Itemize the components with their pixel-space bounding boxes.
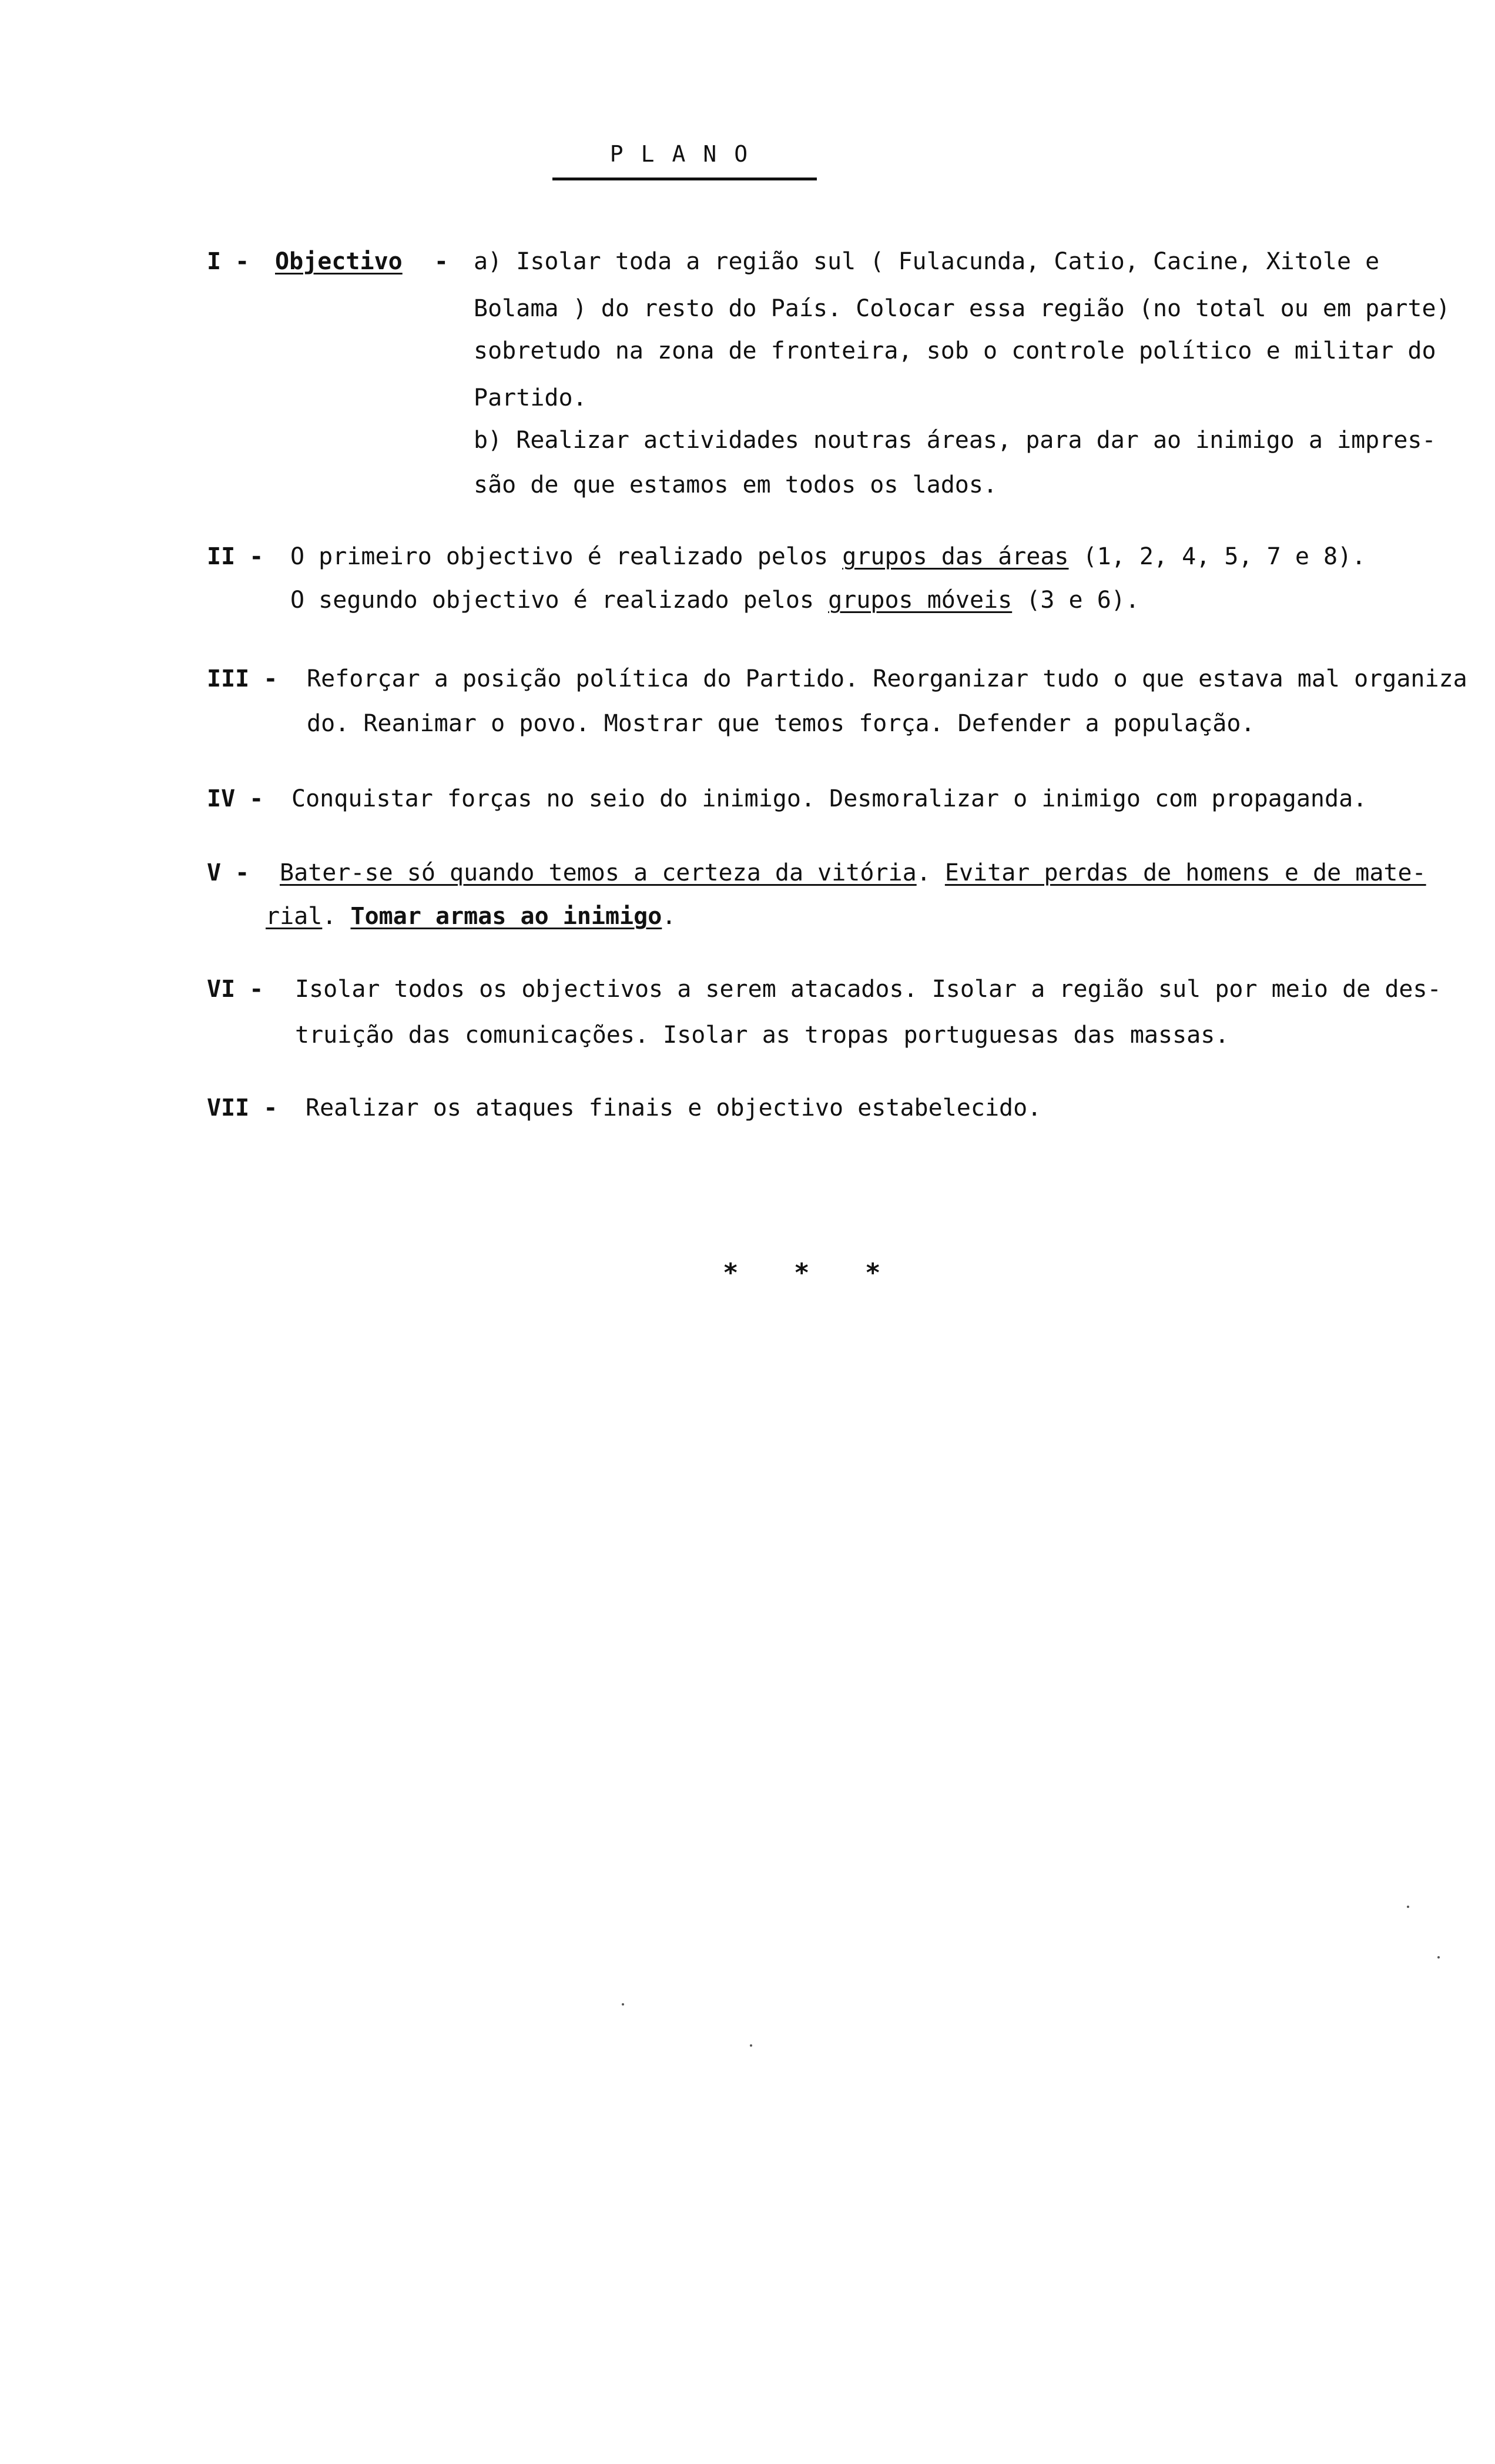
scan-speck xyxy=(750,2044,752,2047)
section-1a-line-3: sobretudo na zona de fronteira, sob o controle político e militar do xyxy=(474,337,1436,364)
section-2-line-2-text: O segundo objectivo é realizado pelos xyxy=(290,587,829,614)
scan-speck xyxy=(622,2003,624,2006)
section-5-line-2-underlined-b: Tomar armas ao inimigo xyxy=(350,903,662,930)
section-2-line-1-underlined: grupos das áreas xyxy=(842,543,1069,570)
section-7-line-1: Realizar os ataques finais e objectivo estabelecido. xyxy=(306,1094,1042,1121)
section-2-line-1-end: (1, 2, 4, 5, 7 e 8). xyxy=(1068,543,1366,570)
section-5-line-2 xyxy=(266,902,676,931)
section-1-label-text: Objectivo xyxy=(275,248,403,275)
section-6-number: VI - xyxy=(207,976,264,1003)
scan-speck xyxy=(1407,1906,1409,1908)
section-5-line-1-sep: . xyxy=(916,859,945,886)
section-5-line-2-underlined-a: rial xyxy=(266,903,323,930)
section-3-line-1: Reforçar a posição política do Partido. Reorganizar tudo o que estava mal organiza xyxy=(307,665,1467,692)
section-5-line-1-underlined-b: Evitar perdas de homens e de mate- xyxy=(944,859,1426,886)
page-title: PLANO xyxy=(609,141,766,167)
section-2-line-2 xyxy=(290,585,1139,615)
section-4-number: IV - xyxy=(207,785,264,812)
section-1b-line-2: são de que estamos em todos os lados. xyxy=(474,471,998,498)
section-3-number: III - xyxy=(207,665,278,692)
section-5-line-1 xyxy=(280,858,1426,888)
section-7-number: VII - xyxy=(207,1094,278,1121)
section-2-line-1-text: O primeiro objectivo é realizado pelos xyxy=(290,543,843,570)
section-2-line-1 xyxy=(290,542,1366,571)
end-mark: * * * xyxy=(723,1258,901,1288)
section-5-number: V - xyxy=(207,859,250,886)
section-2-number: II - xyxy=(207,543,264,570)
section-1a-line-4: Partido. xyxy=(474,384,587,411)
section-5-line-2-end: . xyxy=(662,903,676,930)
section-2-line-2-underlined: grupos móveis xyxy=(828,587,1013,614)
section-1-dash: - xyxy=(434,248,448,275)
section-1b-line-1: b) Realizar actividades noutras áreas, para dar ao inimigo a impres- xyxy=(474,427,1436,454)
title-underline xyxy=(552,178,817,180)
section-6-line-2: truição das comunicações. Isolar as tropas portuguesas das massas. xyxy=(295,1022,1229,1049)
scan-speck xyxy=(1437,1956,1440,1959)
section-1a-line-1: a) Isolar toda a região sul ( Fulacunda, Catio, Cacine, Xitole e xyxy=(474,248,1380,275)
section-5-line-1-underlined-a: Bater-se só quando temos a certeza da vitória xyxy=(280,859,917,886)
section-1-number: I - xyxy=(207,248,250,275)
section-5-line-2-sep: . xyxy=(322,903,351,930)
section-1a-line-2: Bolama ) do resto do País. Colocar essa região (no total ou em parte) xyxy=(474,295,1450,322)
section-6-line-1: Isolar todos os objectivos a serem atacados. Isolar a região sul por meio de des- xyxy=(295,976,1442,1003)
section-4-line-1: Conquistar forças no seio do inimigo. Desmoralizar o inimigo com propaganda. xyxy=(291,785,1367,812)
section-1-label xyxy=(275,247,448,276)
section-3-line-2: do. Reanimar o povo. Mostrar que temos força. Defender a população. xyxy=(307,710,1255,737)
section-2-line-2-end: (3 e 6). xyxy=(1012,587,1139,614)
